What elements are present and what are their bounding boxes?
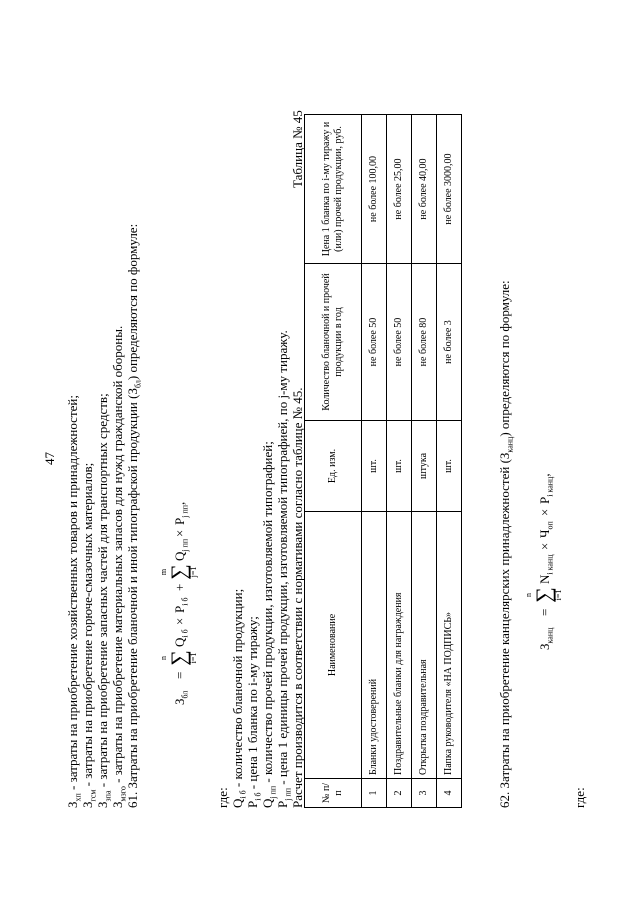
definition-text: - количество бланочной продукции; bbox=[230, 588, 245, 791]
table-row bbox=[437, 115, 462, 808]
definition-text: - затраты на приобретение запасных частей для транспортных средств; bbox=[95, 393, 110, 791]
cell-number: 2 bbox=[387, 779, 412, 808]
definition-line bbox=[95, 393, 113, 808]
table-header-row bbox=[305, 115, 362, 808]
definition-text: - затраты на приобретение горюче-смазочных материалов; bbox=[80, 462, 95, 790]
table-title: Таблица № 45 bbox=[290, 110, 305, 188]
definition-text: - количество прочей продукции, изготовляемой типографией; bbox=[260, 441, 275, 786]
col-header-unit: Ед. изм. bbox=[305, 421, 362, 512]
formula-term: Q bbox=[172, 637, 187, 647]
cell-name: Папка руководителя «НА ПОДПИСЬ» bbox=[437, 512, 462, 779]
formula-lhs-subscript: канц bbox=[545, 627, 555, 644]
item-61-subscript: бл bbox=[133, 380, 143, 389]
symbol: З bbox=[65, 801, 80, 808]
item-61-text: 61. Затраты на приобретение бланочной и иной типографской продукции (З bbox=[125, 388, 140, 808]
symbol: З bbox=[95, 801, 110, 808]
symbol: Q bbox=[260, 798, 275, 808]
symbol-subscript: j пп bbox=[268, 785, 278, 799]
formula-lhs: З bbox=[537, 643, 552, 650]
cell-quantity: не более 50 bbox=[387, 264, 412, 421]
cell-unit: шт. bbox=[387, 421, 412, 512]
cell-price: не более 100,00 bbox=[362, 115, 387, 264]
item-61-text-tail: ) определяются по формуле: bbox=[125, 223, 140, 381]
formula-term: P bbox=[537, 496, 552, 504]
variable-definition bbox=[275, 330, 293, 808]
formula-term-subscript: i б bbox=[180, 597, 190, 606]
symbol-subscript: хп bbox=[73, 793, 83, 802]
cell-unit: шт. bbox=[437, 421, 462, 512]
symbol: З bbox=[110, 801, 125, 808]
sum-lower-limit: i=1 bbox=[189, 652, 198, 664]
variable-definition bbox=[230, 588, 248, 808]
cell-number: 3 bbox=[412, 779, 437, 808]
calculation-note: Расчет производится в соответствии с нормативами согласно таблице № 45. bbox=[290, 387, 305, 808]
formula-term-subscript: оп bbox=[545, 521, 555, 530]
definition-text: - затраты на приобретение материальных запасов для нужд гражданской обороны. bbox=[110, 325, 125, 787]
equals-sign: = bbox=[537, 608, 552, 616]
plus-sign: + bbox=[172, 583, 187, 591]
symbol: P bbox=[245, 800, 260, 808]
table-row bbox=[412, 115, 437, 808]
sum-operator bbox=[160, 563, 198, 581]
sigma-symbol: ∑ bbox=[166, 564, 191, 580]
item-62-text-tail: ) определяются по формуле: bbox=[497, 280, 512, 437]
formula-term: P bbox=[172, 517, 187, 525]
symbol: Q bbox=[230, 798, 245, 808]
sum-lower-limit: j=1 bbox=[189, 566, 198, 578]
where-label: где: bbox=[215, 787, 230, 808]
sum-upper-limit: n bbox=[524, 593, 533, 597]
symbol-subscript: i б bbox=[238, 790, 248, 799]
formula-term: Q bbox=[172, 551, 187, 561]
cell-number: 4 bbox=[437, 779, 462, 808]
definition-text: - цена 1 бланка по i-му тиражу; bbox=[245, 616, 260, 793]
norms-table bbox=[304, 114, 462, 808]
cell-price: не более 25,00 bbox=[387, 115, 412, 264]
cell-quantity: не более 80 bbox=[412, 264, 437, 421]
definition-text: - цена 1 единицы прочей продукции, изготовляемой типографией, по j-му тиражу. bbox=[275, 330, 290, 788]
formula-lhs: З bbox=[172, 698, 187, 705]
table-row bbox=[362, 115, 387, 808]
formula-lhs-subscript: бл bbox=[180, 690, 190, 699]
sigma-symbol: ∑ bbox=[531, 587, 556, 603]
table-row bbox=[387, 115, 412, 808]
sum-operator bbox=[160, 649, 198, 667]
multiply-sign: × bbox=[537, 542, 552, 550]
formula-term: N bbox=[537, 574, 552, 584]
formula-term-subscript: j пп bbox=[180, 538, 190, 552]
variable-definition bbox=[245, 616, 263, 808]
formula-term: P bbox=[172, 605, 187, 613]
cell-name: Поздравительные бланки для награждения bbox=[387, 512, 412, 779]
symbol-subscript: i б bbox=[253, 792, 263, 801]
definition-line bbox=[110, 325, 128, 808]
symbol: P bbox=[275, 800, 290, 808]
symbol-subscript: мзго bbox=[118, 786, 128, 802]
symbol-subscript: гсм bbox=[88, 789, 98, 802]
formula-term-subscript: i канц bbox=[545, 476, 555, 497]
formula-term-subscript: i канц bbox=[545, 554, 555, 575]
col-header-name: Наименование bbox=[305, 512, 362, 779]
formula-term-subscript: i б bbox=[180, 629, 190, 638]
sigma-symbol: ∑ bbox=[166, 650, 191, 666]
col-header-quantity: Количество бланочной и прочей продукции в год bbox=[305, 264, 362, 421]
multiply-sign: × bbox=[172, 617, 187, 625]
formula-comma: , bbox=[537, 473, 552, 477]
cell-unit: штука bbox=[412, 421, 437, 512]
variable-definition bbox=[260, 441, 278, 808]
cell-price: не более 40,00 bbox=[412, 115, 437, 264]
cell-quantity: не более 50 bbox=[362, 264, 387, 421]
where-label-2: где: bbox=[572, 787, 587, 808]
equals-sign: = bbox=[172, 671, 187, 679]
cell-name: Бланки удостоверений bbox=[362, 512, 387, 779]
definition-line bbox=[80, 462, 98, 808]
definition-line bbox=[65, 395, 83, 808]
sum-upper-limit: n bbox=[159, 656, 168, 660]
formula-term: Ч bbox=[537, 529, 552, 538]
symbol: З bbox=[80, 801, 95, 808]
cell-price: не более 3000,00 bbox=[437, 115, 462, 264]
formula-comma: , bbox=[172, 501, 187, 505]
item-62-subscript: канц bbox=[505, 436, 515, 453]
item-61-heading bbox=[125, 223, 143, 808]
formula-term-subscript: j пп bbox=[180, 504, 190, 518]
col-header-number: № п/п bbox=[305, 779, 362, 808]
definition-text: - затраты на приобретение хозяйственных товаров и принадлежностей; bbox=[65, 395, 80, 794]
multiply-sign: × bbox=[537, 508, 552, 516]
multiply-sign: × bbox=[172, 529, 187, 537]
item-62-text: 62. Затраты на приобретение канцелярских принадлежностей (З bbox=[497, 452, 512, 808]
cell-name: Открытка поздравительная bbox=[412, 512, 437, 779]
sum-upper-limit: m bbox=[159, 568, 168, 576]
cell-number: 1 bbox=[362, 779, 387, 808]
cell-unit: шт. bbox=[362, 421, 387, 512]
symbol-subscript: зпа bbox=[103, 790, 113, 802]
page-number: 47 bbox=[42, 452, 57, 465]
symbol-subscript: j пп bbox=[283, 787, 293, 801]
cell-quantity: не более 3 bbox=[437, 264, 462, 421]
sum-lower-limit: i=1 bbox=[554, 589, 563, 601]
item-62-heading bbox=[497, 280, 515, 808]
sum-operator bbox=[525, 586, 563, 604]
col-header-price: Цена 1 бланка по i-му тиражу и (или) прочей продукции, руб. bbox=[305, 115, 362, 264]
